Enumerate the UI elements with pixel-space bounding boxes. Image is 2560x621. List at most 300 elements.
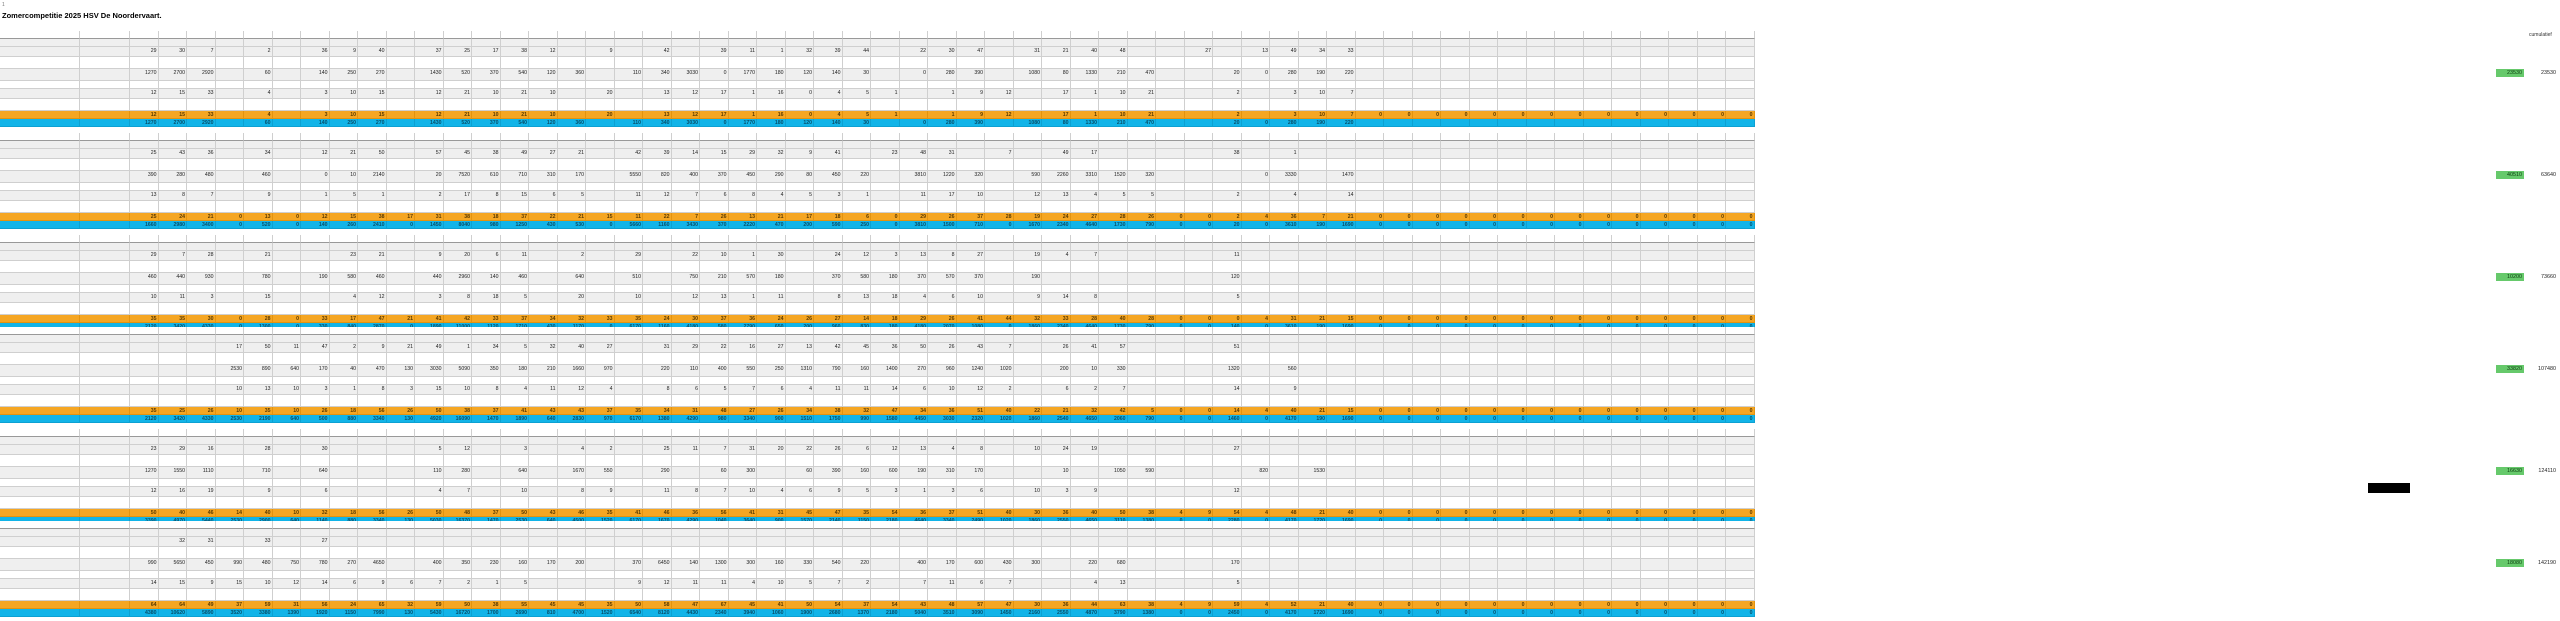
gewicht-value[interactable]: 0	[700, 69, 729, 81]
cum-punten-value[interactable]: 65	[358, 601, 387, 609]
cum-punten-value[interactable]	[1242, 111, 1271, 119]
participant-name[interactable]	[843, 235, 872, 243]
empty-cell[interactable]	[273, 57, 302, 69]
plaats-value[interactable]	[1527, 537, 1556, 547]
empty-cell[interactable]	[216, 353, 245, 365]
empty-cell[interactable]	[1356, 529, 1385, 537]
punten-value[interactable]	[1641, 191, 1670, 201]
cum-gewicht-value[interactable]: 2340	[700, 609, 729, 617]
empty-cell[interactable]	[130, 529, 159, 537]
cum-punten-value[interactable]: 32	[301, 509, 330, 517]
plaats-value[interactable]: 31	[729, 445, 758, 455]
punten-value[interactable]	[1726, 579, 1755, 589]
punten-value[interactable]	[1384, 487, 1413, 497]
empty-cell[interactable]	[80, 285, 130, 293]
gewicht-value[interactable]: 450	[814, 171, 843, 183]
empty-cell[interactable]	[1612, 183, 1641, 191]
gewicht-value[interactable]	[1698, 69, 1727, 81]
punten-value[interactable]: 5	[1213, 579, 1242, 589]
plaats-label[interactable]	[0, 251, 80, 261]
plaats-value[interactable]	[1498, 343, 1527, 353]
empty-cell[interactable]	[1698, 201, 1727, 213]
gewicht-value[interactable]	[1384, 559, 1413, 571]
punten-value[interactable]	[1185, 191, 1214, 201]
empty-cell[interactable]	[529, 243, 558, 251]
plaats-label[interactable]	[0, 445, 80, 455]
empty-cell[interactable]	[1014, 547, 1043, 559]
cum-gewicht-label[interactable]	[0, 119, 80, 127]
empty-cell[interactable]	[586, 395, 615, 407]
cum-gewicht-value[interactable]: 4170	[1270, 415, 1299, 423]
empty-cell[interactable]	[1327, 285, 1356, 293]
gewicht-value[interactable]: 280	[444, 467, 473, 479]
participant-name[interactable]	[1327, 521, 1356, 529]
cum-gewicht-value[interactable]	[1584, 119, 1613, 127]
empty-cell[interactable]	[1384, 455, 1413, 467]
empty-cell[interactable]	[957, 39, 986, 47]
cum-punten-value[interactable]: 4	[1242, 213, 1271, 221]
participant-name[interactable]	[415, 327, 444, 335]
participant-name[interactable]	[729, 327, 758, 335]
empty-cell[interactable]	[80, 213, 130, 221]
cum-punten-value[interactable]: 0	[1669, 111, 1698, 119]
empty-cell[interactable]	[1014, 99, 1043, 111]
punten-value[interactable]	[1327, 385, 1356, 395]
cum-punten-value[interactable]: 0	[1584, 111, 1613, 119]
empty-cell[interactable]	[273, 547, 302, 559]
empty-cell[interactable]	[700, 571, 729, 579]
empty-cell[interactable]	[1726, 547, 1755, 559]
empty-cell[interactable]	[985, 39, 1014, 47]
empty-cell[interactable]	[529, 395, 558, 407]
plaats-value[interactable]	[900, 537, 929, 547]
gewicht-value[interactable]	[1185, 171, 1214, 183]
empty-cell[interactable]	[159, 285, 188, 293]
empty-cell[interactable]	[1698, 589, 1727, 601]
empty-cell[interactable]	[80, 377, 130, 385]
plaats-value[interactable]	[529, 537, 558, 547]
participant-name[interactable]	[1384, 429, 1413, 437]
empty-cell[interactable]	[529, 39, 558, 47]
empty-cell[interactable]	[1042, 285, 1071, 293]
cum-punten-value[interactable]: 34	[529, 315, 558, 323]
empty-cell[interactable]	[1185, 183, 1214, 191]
gewicht-value[interactable]	[1669, 273, 1698, 285]
cum-punten-value[interactable]: 0	[1356, 315, 1385, 323]
participant-name[interactable]	[529, 327, 558, 335]
cum-punten-value[interactable]: 35	[586, 601, 615, 609]
cum-gewicht-value[interactable]: 0	[1527, 609, 1556, 617]
punten-value[interactable]: 12	[415, 89, 444, 99]
cum-punten-value[interactable]: 9	[1185, 509, 1214, 517]
participant-name[interactable]	[1270, 133, 1299, 141]
punten-value[interactable]: 11	[159, 293, 188, 303]
gewicht-value[interactable]	[1413, 559, 1442, 571]
punten-value[interactable]: 12	[273, 579, 302, 589]
gewicht-value[interactable]: 400	[900, 559, 929, 571]
participant-name[interactable]	[985, 327, 1014, 335]
empty-cell[interactable]	[1185, 99, 1214, 111]
punten-value[interactable]	[1527, 191, 1556, 201]
empty-cell[interactable]	[1555, 159, 1584, 171]
punten-value[interactable]	[1242, 191, 1271, 201]
participant-name[interactable]	[1726, 429, 1755, 437]
plaats-value[interactable]: 23	[330, 251, 359, 261]
empty-cell[interactable]	[1099, 589, 1128, 601]
participant-name[interactable]	[1413, 235, 1442, 243]
gewicht-value[interactable]: 6450	[643, 559, 672, 571]
empty-cell[interactable]	[957, 571, 986, 579]
empty-cell[interactable]	[928, 183, 957, 191]
plaats-value[interactable]: 31	[1014, 47, 1043, 57]
empty-cell[interactable]	[1384, 353, 1413, 365]
cum-punten-value[interactable]: 0	[1527, 509, 1556, 517]
gewicht-value[interactable]	[1270, 273, 1299, 285]
cumulative-total[interactable]: 23530	[2541, 70, 2556, 76]
gewicht-value[interactable]: 0	[1242, 171, 1271, 183]
plaats-value[interactable]	[387, 47, 416, 57]
empty-cell[interactable]	[472, 395, 501, 407]
empty-cell[interactable]	[1099, 455, 1128, 467]
cum-punten-value[interactable]: 0	[216, 315, 245, 323]
empty-cell[interactable]	[330, 353, 359, 365]
empty-cell[interactable]	[757, 497, 786, 509]
empty-cell[interactable]	[301, 479, 330, 487]
empty-cell[interactable]	[187, 39, 216, 47]
empty-cell[interactable]	[1356, 99, 1385, 111]
empty-cell[interactable]	[330, 437, 359, 445]
plaats-value[interactable]	[387, 149, 416, 159]
empty-cell[interactable]	[1014, 479, 1043, 487]
punten-value[interactable]	[1299, 293, 1328, 303]
empty-cell[interactable]	[1356, 141, 1385, 149]
gewicht-value[interactable]: 480	[244, 559, 273, 571]
plaats-value[interactable]	[615, 47, 644, 57]
empty-cell[interactable]	[1014, 529, 1043, 537]
punten-value[interactable]	[1641, 385, 1670, 395]
participant-name[interactable]	[672, 521, 701, 529]
plaats-value[interactable]: 45	[444, 149, 473, 159]
punten-value[interactable]	[529, 293, 558, 303]
empty-cell[interactable]	[159, 81, 188, 89]
cum-punten-value[interactable]: 30	[187, 315, 216, 323]
empty-cell[interactable]	[1441, 261, 1470, 273]
participant-name[interactable]	[1014, 327, 1043, 335]
empty-cell[interactable]	[1641, 57, 1670, 69]
gewicht-value[interactable]	[1584, 467, 1613, 479]
participant-name[interactable]	[1242, 429, 1271, 437]
cum-punten-value[interactable]: 0	[1527, 315, 1556, 323]
empty-cell[interactable]	[1555, 81, 1584, 89]
gewicht-value[interactable]	[1698, 559, 1727, 571]
cum-punten-value[interactable]: 0	[1669, 213, 1698, 221]
empty-cell[interactable]	[444, 183, 473, 191]
gewicht-value[interactable]: 460	[244, 171, 273, 183]
empty-cell[interactable]	[330, 39, 359, 47]
plaats-value[interactable]	[1156, 47, 1185, 57]
empty-cell[interactable]	[1356, 377, 1385, 385]
participant-name[interactable]	[216, 327, 245, 335]
gewicht-value[interactable]	[1128, 559, 1157, 571]
empty-cell[interactable]	[501, 455, 530, 467]
participant-name[interactable]	[729, 429, 758, 437]
cumulative-total[interactable]: 124110	[2538, 468, 2556, 474]
cum-punten-value[interactable]: 27	[814, 315, 843, 323]
participant-name[interactable]	[529, 133, 558, 141]
empty-cell[interactable]	[1698, 395, 1727, 407]
participant-name[interactable]	[244, 133, 273, 141]
cum-punten-value[interactable]: 48	[928, 601, 957, 609]
empty-cell[interactable]	[1384, 395, 1413, 407]
gewicht-value[interactable]	[1726, 69, 1755, 81]
punten-value[interactable]	[1099, 487, 1128, 497]
cum-gewicht-value[interactable]: 8120	[643, 609, 672, 617]
cum-gewicht-value[interactable]: 970	[586, 415, 615, 423]
cum-punten-value[interactable]: 0	[273, 315, 302, 323]
cum-gewicht-value[interactable]: 2120	[130, 415, 159, 423]
plaats-value[interactable]	[957, 149, 986, 159]
cum-gewicht-value[interactable]: 220	[1327, 119, 1356, 127]
empty-cell[interactable]	[1612, 547, 1641, 559]
cum-punten-value[interactable]: 56	[358, 407, 387, 415]
participant-name[interactable]	[1356, 429, 1385, 437]
cum-gewicht-value[interactable]: 1500	[928, 221, 957, 229]
participant-name[interactable]	[444, 133, 473, 141]
cum-gewicht-value[interactable]	[1185, 119, 1214, 127]
gewicht-value[interactable]	[1726, 171, 1755, 183]
cum-punten-value[interactable]: 6	[843, 213, 872, 221]
empty-cell[interactable]	[615, 303, 644, 315]
cum-punten-value[interactable]: 0	[1356, 111, 1385, 119]
empty-cell[interactable]	[1270, 335, 1299, 343]
empty-cell[interactable]	[615, 497, 644, 509]
plaats-label[interactable]	[0, 343, 80, 353]
empty-cell[interactable]	[1128, 497, 1157, 509]
cum-punten-value[interactable]: 0	[1527, 601, 1556, 609]
plaats-value[interactable]	[330, 445, 359, 455]
punten-value[interactable]: 1	[900, 487, 929, 497]
cum-gewicht-value[interactable]: 16090	[444, 415, 473, 423]
punten-value[interactable]	[216, 89, 245, 99]
empty-cell[interactable]	[928, 571, 957, 579]
empty-cell[interactable]	[700, 285, 729, 293]
empty-cell[interactable]	[643, 497, 672, 509]
weight-total[interactable]: 18080	[2496, 559, 2524, 567]
gewicht-value[interactable]: 5550	[615, 171, 644, 183]
empty-cell[interactable]	[1185, 81, 1214, 89]
participant-name[interactable]	[615, 31, 644, 39]
empty-cell[interactable]	[586, 81, 615, 89]
cum-gewicht-label[interactable]	[0, 609, 80, 617]
participant-name[interactable]	[900, 521, 929, 529]
punten-value[interactable]	[529, 579, 558, 589]
gewicht-value[interactable]	[1527, 69, 1556, 81]
gewicht-value[interactable]	[1555, 69, 1584, 81]
cum-punten-value[interactable]: 1	[1071, 111, 1100, 119]
cum-gewicht-value[interactable]: 1450	[415, 221, 444, 229]
empty-cell[interactable]	[757, 303, 786, 315]
punten-value[interactable]	[1413, 293, 1442, 303]
cum-punten-value[interactable]: 64	[130, 601, 159, 609]
punten-value[interactable]	[1498, 487, 1527, 497]
cum-punten-value[interactable]: 15	[1327, 407, 1356, 415]
plaats-value[interactable]: 30	[301, 445, 330, 455]
cum-punten-value[interactable]: 51	[957, 509, 986, 517]
plaats-value[interactable]: 21	[244, 251, 273, 261]
empty-cell[interactable]	[415, 183, 444, 191]
participant-name[interactable]	[444, 521, 473, 529]
cum-punten-value[interactable]: 42	[1099, 407, 1128, 415]
punten-value[interactable]	[1014, 89, 1043, 99]
cum-gewicht-value[interactable]: 280	[1270, 119, 1299, 127]
gewicht-value[interactable]	[1555, 365, 1584, 377]
cum-gewicht-value[interactable]: 0	[1612, 609, 1641, 617]
plaats-value[interactable]	[1185, 445, 1214, 455]
cum-punten-value[interactable]: 17	[330, 315, 359, 323]
gewicht-value[interactable]	[1185, 559, 1214, 571]
plaats-value[interactable]: 36	[187, 149, 216, 159]
empty-cell[interactable]	[700, 455, 729, 467]
punten-value[interactable]: 5	[700, 385, 729, 395]
empty-cell[interactable]	[1213, 335, 1242, 343]
plaats-value[interactable]: 10	[1014, 445, 1043, 455]
empty-cell[interactable]	[529, 285, 558, 293]
cum-gewicht-value[interactable]: 2410	[358, 221, 387, 229]
cum-gewicht-value[interactable]: 3510	[928, 609, 957, 617]
cum-punten-value[interactable]: 26	[757, 407, 786, 415]
participant-name[interactable]	[1327, 235, 1356, 243]
gewicht-value[interactable]: 520	[444, 69, 473, 81]
participant-name[interactable]	[957, 31, 986, 39]
punten-value[interactable]	[1128, 579, 1157, 589]
empty-cell[interactable]	[729, 529, 758, 537]
empty-cell[interactable]	[1413, 497, 1442, 509]
cum-punten-value[interactable]: 0	[1156, 213, 1185, 221]
empty-cell[interactable]	[187, 455, 216, 467]
cum-gewicht-value[interactable]: 4870	[1071, 609, 1100, 617]
empty-cell[interactable]	[843, 353, 872, 365]
empty-cell[interactable]	[786, 285, 815, 293]
plaats-value[interactable]: 10	[700, 251, 729, 261]
empty-cell[interactable]	[1299, 285, 1328, 293]
empty-cell[interactable]	[216, 395, 245, 407]
gewicht-value[interactable]: 30	[843, 69, 872, 81]
cum-gewicht-value[interactable]: 1890	[501, 415, 530, 423]
gewicht-value[interactable]	[1612, 171, 1641, 183]
plaats-value[interactable]	[1527, 343, 1556, 353]
empty-cell[interactable]	[757, 479, 786, 487]
cum-gewicht-value[interactable]: 1920	[301, 609, 330, 617]
gewicht-value[interactable]: 180	[757, 69, 786, 81]
empty-cell[interactable]	[1441, 571, 1470, 579]
punten-value[interactable]	[558, 579, 587, 589]
empty-cell[interactable]	[643, 99, 672, 111]
cum-punten-value[interactable]: 50	[501, 509, 530, 517]
empty-cell[interactable]	[1413, 479, 1442, 487]
participant-name[interactable]	[301, 521, 330, 529]
empty-cell[interactable]	[558, 589, 587, 601]
gewicht-value[interactable]	[1612, 273, 1641, 285]
punten-value[interactable]: 13	[1099, 579, 1128, 589]
punten-value[interactable]	[586, 191, 615, 201]
gewicht-value[interactable]	[1270, 559, 1299, 571]
plaats-value[interactable]: 8	[928, 251, 957, 261]
empty-cell[interactable]	[643, 377, 672, 385]
cum-punten-value[interactable]: 0	[1356, 407, 1385, 415]
gewicht-value[interactable]: 570	[729, 273, 758, 285]
empty-cell[interactable]	[928, 497, 957, 509]
empty-cell[interactable]	[786, 529, 815, 537]
wedstrijd-label[interactable]	[80, 429, 130, 437]
empty-cell[interactable]	[1327, 243, 1356, 251]
cum-punten-value[interactable]: 59	[244, 601, 273, 609]
empty-cell[interactable]	[80, 415, 130, 423]
empty-cell[interactable]	[273, 159, 302, 171]
empty-cell[interactable]	[843, 285, 872, 293]
empty-cell[interactable]	[586, 497, 615, 509]
gewicht-value[interactable]	[1441, 365, 1470, 377]
punten-value[interactable]	[1128, 385, 1157, 395]
cum-gewicht-value[interactable]: 0	[1726, 609, 1755, 617]
gewicht-value[interactable]: 400	[415, 559, 444, 571]
punten-value[interactable]: 12	[672, 89, 701, 99]
plaats-value[interactable]	[1014, 537, 1043, 547]
empty-cell[interactable]	[387, 479, 416, 487]
cum-punten-value[interactable]: 36	[1042, 601, 1071, 609]
empty-cell[interactable]	[529, 81, 558, 89]
empty-cell[interactable]	[814, 285, 843, 293]
participant-name[interactable]	[672, 235, 701, 243]
cum-gewicht-value[interactable]: 0	[1185, 415, 1214, 423]
empty-cell[interactable]	[1498, 141, 1527, 149]
cumulative-total[interactable]: 73660	[2541, 274, 2556, 280]
empty-cell[interactable]	[1128, 285, 1157, 293]
participant-name[interactable]	[1384, 235, 1413, 243]
gewicht-value[interactable]	[1470, 559, 1499, 571]
empty-cell[interactable]	[80, 273, 130, 285]
punten-value[interactable]	[1641, 579, 1670, 589]
participant-name[interactable]	[672, 31, 701, 39]
punten-value[interactable]: 21	[444, 89, 473, 99]
plaats-value[interactable]	[216, 47, 245, 57]
plaats-value[interactable]	[1726, 251, 1755, 261]
punten-value[interactable]: 9	[358, 579, 387, 589]
empty-cell[interactable]	[1185, 377, 1214, 385]
punten-value[interactable]: 12	[643, 191, 672, 201]
cum-punten-value[interactable]: 34	[900, 407, 929, 415]
empty-cell[interactable]	[700, 353, 729, 365]
empty-cell[interactable]	[757, 201, 786, 213]
punten-value[interactable]	[216, 487, 245, 497]
cum-punten-value[interactable]: 50	[615, 601, 644, 609]
empty-cell[interactable]	[529, 261, 558, 273]
participant-name[interactable]	[615, 521, 644, 529]
cum-gewicht-value[interactable]: 0	[1555, 221, 1584, 229]
cum-punten-value[interactable]: 40	[1327, 601, 1356, 609]
empty-cell[interactable]	[1099, 303, 1128, 315]
participant-name[interactable]	[1384, 327, 1413, 335]
empty-cell[interactable]	[757, 57, 786, 69]
cum-punten-value[interactable]: 44	[985, 315, 1014, 323]
gewicht-value[interactable]: 590	[1014, 171, 1043, 183]
plaats-value[interactable]	[1242, 251, 1271, 261]
empty-cell[interactable]	[871, 285, 900, 293]
empty-cell[interactable]	[928, 285, 957, 293]
empty-cell[interactable]	[928, 243, 957, 251]
gewicht-value[interactable]: 190	[1299, 69, 1328, 81]
empty-cell[interactable]	[1185, 437, 1214, 445]
empty-cell[interactable]	[729, 201, 758, 213]
